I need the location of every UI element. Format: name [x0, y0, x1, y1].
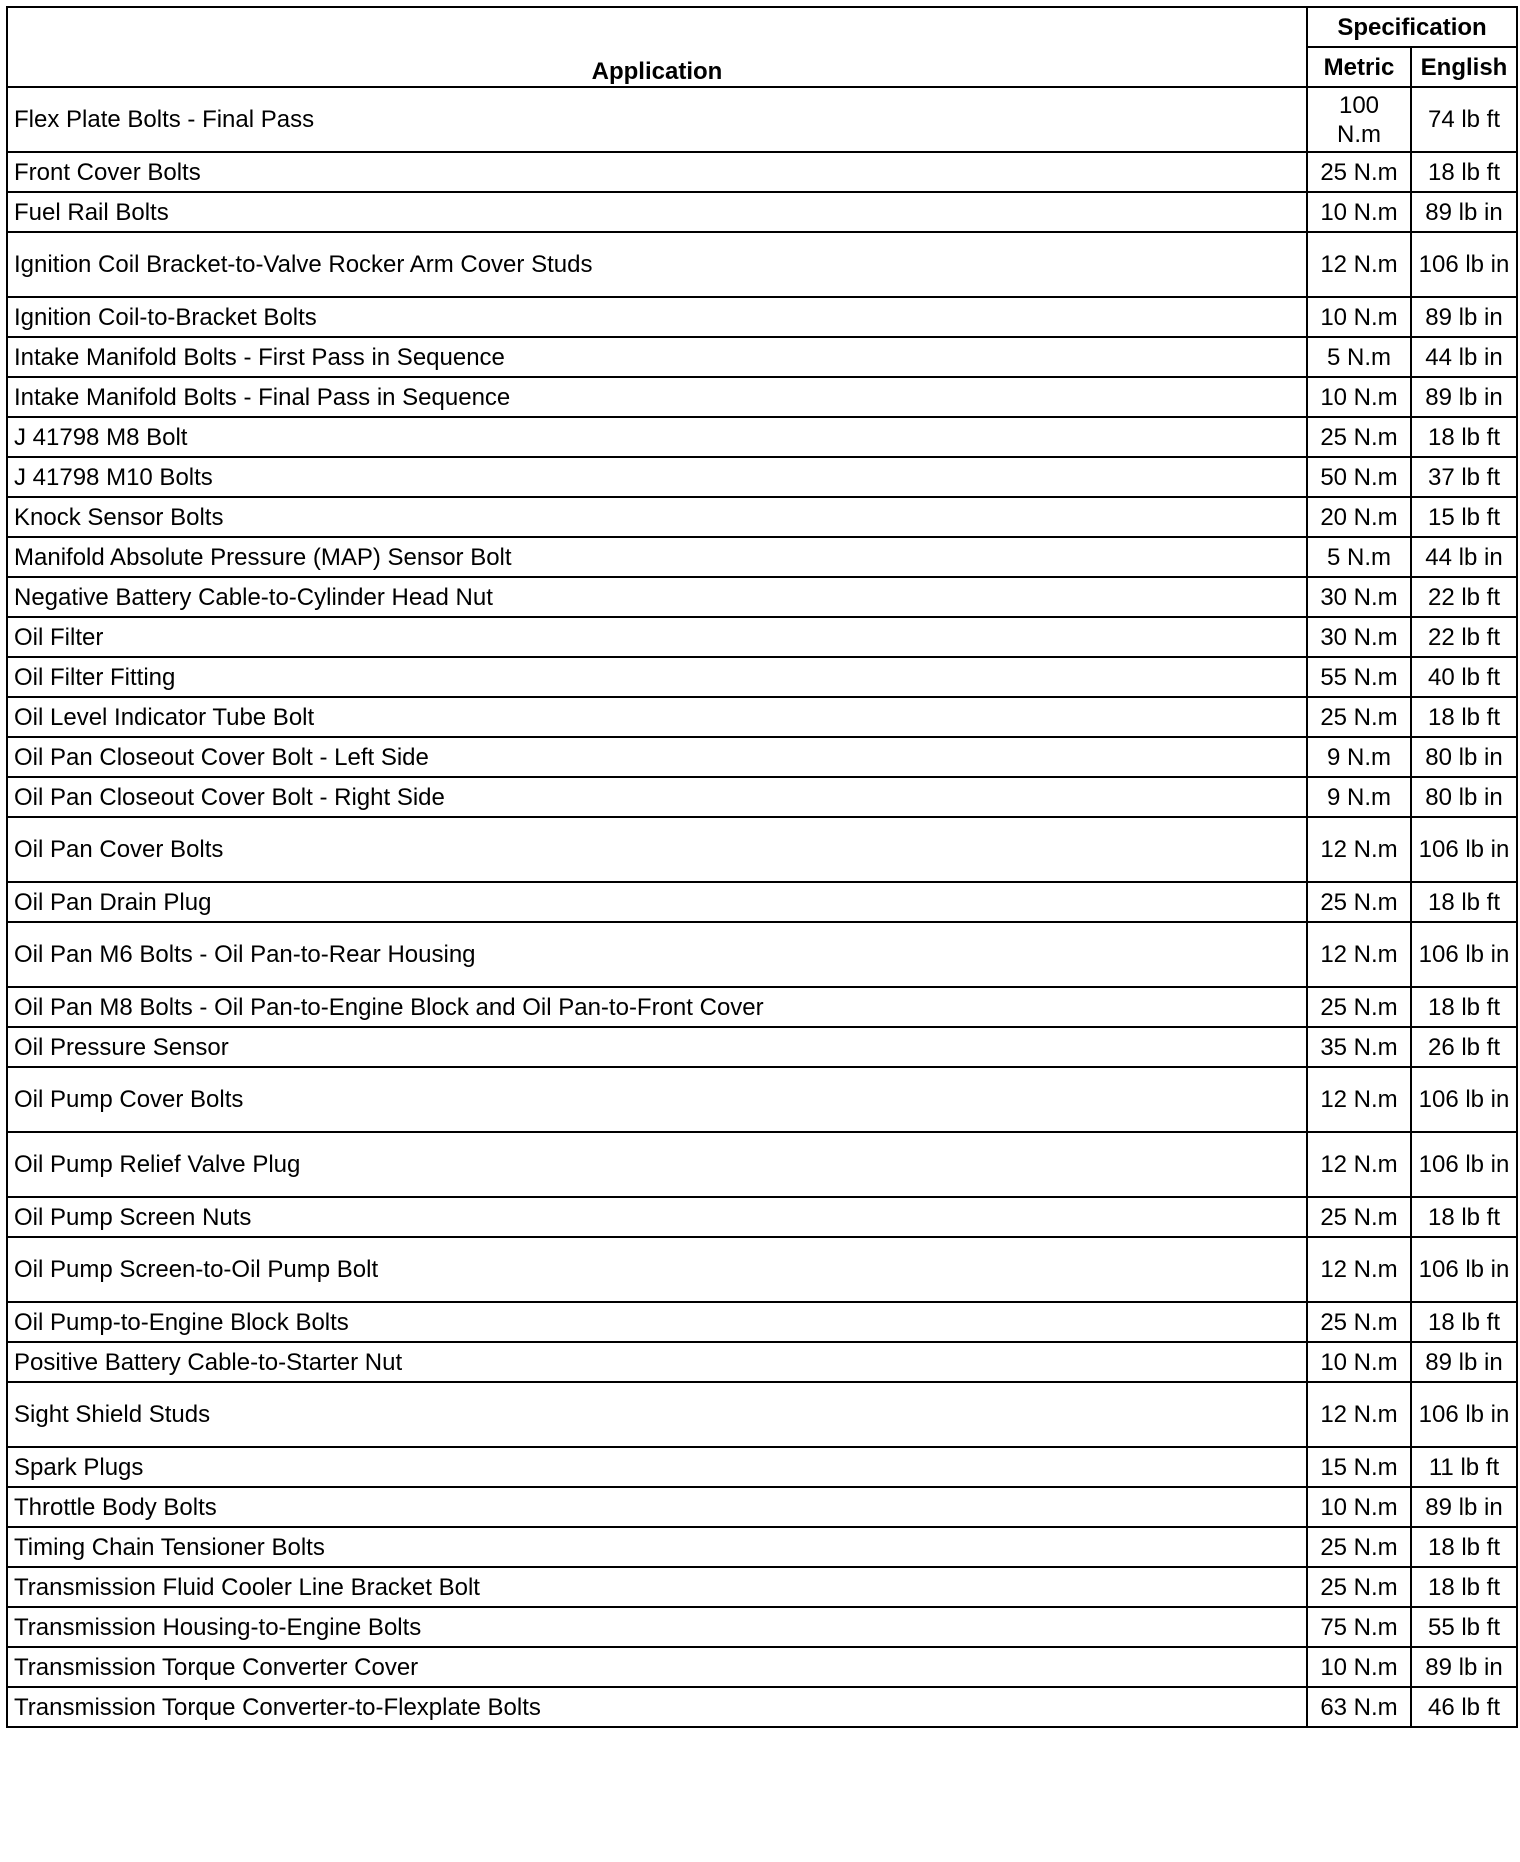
english-cell: 37 lb ft — [1411, 457, 1517, 497]
application-cell: Negative Battery Cable-to-Cylinder Head Nut — [7, 577, 1307, 617]
english-cell: 18 lb ft — [1411, 987, 1517, 1027]
table-row — [7, 537, 1517, 577]
metric-cell: 10 N.m — [1307, 1647, 1411, 1687]
application-cell: Timing Chain Tensioner Bolts — [7, 1527, 1307, 1567]
table-row — [7, 922, 1517, 987]
specification-header: Specification — [1307, 7, 1517, 47]
english-cell: 18 lb ft — [1411, 1197, 1517, 1237]
application-cell: Transmission Fluid Cooler Line Bracket Bolt — [7, 1567, 1307, 1607]
metric-cell: 30 N.m — [1307, 577, 1411, 617]
metric-cell: 63 N.m — [1307, 1687, 1411, 1727]
metric-cell: 10 N.m — [1307, 1342, 1411, 1382]
english-cell: 89 lb in — [1411, 192, 1517, 232]
application-cell: Transmission Housing-to-Engine Bolts — [7, 1607, 1307, 1647]
table-row — [7, 697, 1517, 737]
application-cell: Oil Pan M8 Bolts - Oil Pan-to-Engine Block and Oil Pan-to-Front Cover — [7, 987, 1307, 1027]
application-header: Application — [7, 7, 1307, 87]
application-cell: Front Cover Bolts — [7, 152, 1307, 192]
metric-cell: 25 N.m — [1307, 1527, 1411, 1567]
english-cell: 106 lb in — [1411, 1067, 1517, 1132]
table-row — [7, 1687, 1517, 1727]
application-cell: Intake Manifold Bolts - First Pass in Sequence — [7, 337, 1307, 377]
table-row — [7, 1342, 1517, 1382]
english-cell: 106 lb in — [1411, 1132, 1517, 1197]
table-row — [7, 497, 1517, 537]
table-row — [7, 1132, 1517, 1197]
metric-cell: 12 N.m — [1307, 1067, 1411, 1132]
application-cell: Knock Sensor Bolts — [7, 497, 1307, 537]
metric-cell: 5 N.m — [1307, 537, 1411, 577]
english-cell: 46 lb ft — [1411, 1687, 1517, 1727]
metric-cell: 10 N.m — [1307, 1487, 1411, 1527]
english-header: English — [1411, 47, 1517, 87]
table-row — [7, 152, 1517, 192]
application-cell: Oil Pan Drain Plug — [7, 882, 1307, 922]
table-row — [7, 232, 1517, 297]
table-row — [7, 1607, 1517, 1647]
english-cell: 89 lb in — [1411, 377, 1517, 417]
table-row — [7, 192, 1517, 232]
application-cell: Oil Pan Closeout Cover Bolt - Left Side — [7, 737, 1307, 777]
english-cell: 89 lb in — [1411, 297, 1517, 337]
metric-cell: 12 N.m — [1307, 1382, 1411, 1447]
english-cell: 89 lb in — [1411, 1647, 1517, 1687]
application-cell: Throttle Body Bolts — [7, 1487, 1307, 1527]
english-cell: 22 lb ft — [1411, 617, 1517, 657]
application-cell: Oil Pressure Sensor — [7, 1027, 1307, 1067]
metric-cell: 10 N.m — [1307, 377, 1411, 417]
table-row — [7, 1487, 1517, 1527]
metric-cell: 100 N.m — [1307, 87, 1411, 152]
table-row — [7, 297, 1517, 337]
english-cell: 44 lb in — [1411, 337, 1517, 377]
metric-cell: 12 N.m — [1307, 817, 1411, 882]
application-cell: Manifold Absolute Pressure (MAP) Sensor Bolt — [7, 537, 1307, 577]
metric-cell: 30 N.m — [1307, 617, 1411, 657]
english-cell: 74 lb ft — [1411, 87, 1517, 152]
metric-cell: 12 N.m — [1307, 232, 1411, 297]
table-row — [7, 1067, 1517, 1132]
torque-spec-table — [6, 6, 1518, 1728]
table-row — [7, 987, 1517, 1027]
english-cell: 80 lb in — [1411, 737, 1517, 777]
table-row — [7, 882, 1517, 922]
table-row — [7, 737, 1517, 777]
english-cell: 22 lb ft — [1411, 577, 1517, 617]
metric-cell: 25 N.m — [1307, 1197, 1411, 1237]
english-cell: 106 lb in — [1411, 1382, 1517, 1447]
metric-cell: 25 N.m — [1307, 1302, 1411, 1342]
table-row — [7, 657, 1517, 697]
metric-cell: 12 N.m — [1307, 1132, 1411, 1197]
metric-cell: 5 N.m — [1307, 337, 1411, 377]
english-cell: 18 lb ft — [1411, 417, 1517, 457]
english-cell: 15 lb ft — [1411, 497, 1517, 537]
table-row — [7, 1527, 1517, 1567]
table-row — [7, 1382, 1517, 1447]
table-row — [7, 577, 1517, 617]
english-cell: 106 lb in — [1411, 1237, 1517, 1302]
application-cell: Oil Pan M6 Bolts - Oil Pan-to-Rear Housing — [7, 922, 1307, 987]
table-row — [7, 377, 1517, 417]
application-cell: Spark Plugs — [7, 1447, 1307, 1487]
table-row — [7, 1027, 1517, 1067]
application-cell: Oil Pan Cover Bolts — [7, 817, 1307, 882]
metric-cell: 12 N.m — [1307, 922, 1411, 987]
application-cell: Transmission Torque Converter Cover — [7, 1647, 1307, 1687]
metric-cell: 25 N.m — [1307, 152, 1411, 192]
application-cell: Oil Filter — [7, 617, 1307, 657]
application-cell: Oil Filter Fitting — [7, 657, 1307, 697]
metric-cell: 75 N.m — [1307, 1607, 1411, 1647]
application-cell: Ignition Coil-to-Bracket Bolts — [7, 297, 1307, 337]
application-cell: Fuel Rail Bolts — [7, 192, 1307, 232]
application-cell: Oil Level Indicator Tube Bolt — [7, 697, 1307, 737]
english-cell: 18 lb ft — [1411, 1527, 1517, 1567]
metric-header: Metric — [1307, 47, 1411, 87]
english-cell: 26 lb ft — [1411, 1027, 1517, 1067]
metric-cell: 9 N.m — [1307, 737, 1411, 777]
metric-cell: 25 N.m — [1307, 987, 1411, 1027]
table-row — [7, 1647, 1517, 1687]
application-cell: Oil Pump Cover Bolts — [7, 1067, 1307, 1132]
english-cell: 80 lb in — [1411, 777, 1517, 817]
metric-cell: 50 N.m — [1307, 457, 1411, 497]
english-cell: 106 lb in — [1411, 922, 1517, 987]
metric-cell: 15 N.m — [1307, 1447, 1411, 1487]
table-row — [7, 1237, 1517, 1302]
metric-cell: 12 N.m — [1307, 1237, 1411, 1302]
english-cell: 18 lb ft — [1411, 882, 1517, 922]
table-row — [7, 337, 1517, 377]
english-cell: 40 lb ft — [1411, 657, 1517, 697]
english-cell: 18 lb ft — [1411, 697, 1517, 737]
metric-cell: 25 N.m — [1307, 882, 1411, 922]
metric-cell: 25 N.m — [1307, 417, 1411, 457]
application-cell: J 41798 M8 Bolt — [7, 417, 1307, 457]
english-cell: 89 lb in — [1411, 1342, 1517, 1382]
table-body — [7, 87, 1517, 1727]
metric-cell: 25 N.m — [1307, 1567, 1411, 1607]
table-row — [7, 87, 1517, 152]
english-cell: 18 lb ft — [1411, 152, 1517, 192]
application-cell: Oil Pump Relief Valve Plug — [7, 1132, 1307, 1197]
table-row — [7, 1302, 1517, 1342]
english-cell: 106 lb in — [1411, 232, 1517, 297]
metric-cell: 9 N.m — [1307, 777, 1411, 817]
application-cell: Intake Manifold Bolts - Final Pass in Sequence — [7, 377, 1307, 417]
english-cell: 18 lb ft — [1411, 1302, 1517, 1342]
application-cell: Flex Plate Bolts - Final Pass — [7, 87, 1307, 152]
application-cell: Oil Pump-to-Engine Block Bolts — [7, 1302, 1307, 1342]
table-row — [7, 777, 1517, 817]
application-cell: Ignition Coil Bracket-to-Valve Rocker Arm Cover Studs — [7, 232, 1307, 297]
application-cell: Sight Shield Studs — [7, 1382, 1307, 1447]
application-cell: Oil Pan Closeout Cover Bolt - Right Side — [7, 777, 1307, 817]
metric-cell: 20 N.m — [1307, 497, 1411, 537]
table-row — [7, 417, 1517, 457]
metric-cell: 25 N.m — [1307, 697, 1411, 737]
table-row — [7, 1567, 1517, 1607]
english-cell: 11 lb ft — [1411, 1447, 1517, 1487]
application-cell: Positive Battery Cable-to-Starter Nut — [7, 1342, 1307, 1382]
metric-cell: 55 N.m — [1307, 657, 1411, 697]
english-cell: 55 lb ft — [1411, 1607, 1517, 1647]
table-row — [7, 1447, 1517, 1487]
table-row — [7, 457, 1517, 497]
application-cell: Oil Pump Screen Nuts — [7, 1197, 1307, 1237]
metric-cell: 10 N.m — [1307, 192, 1411, 232]
table-row — [7, 1197, 1517, 1237]
application-cell: Transmission Torque Converter-to-Flexplate Bolts — [7, 1687, 1307, 1727]
metric-cell: 10 N.m — [1307, 297, 1411, 337]
table-header — [7, 7, 1517, 87]
table-row — [7, 617, 1517, 657]
english-cell: 18 lb ft — [1411, 1567, 1517, 1607]
application-cell: Oil Pump Screen-to-Oil Pump Bolt — [7, 1237, 1307, 1302]
english-cell: 44 lb in — [1411, 537, 1517, 577]
english-cell: 106 lb in — [1411, 817, 1517, 882]
english-cell: 89 lb in — [1411, 1487, 1517, 1527]
metric-cell: 35 N.m — [1307, 1027, 1411, 1067]
application-cell: J 41798 M10 Bolts — [7, 457, 1307, 497]
table-row — [7, 817, 1517, 882]
